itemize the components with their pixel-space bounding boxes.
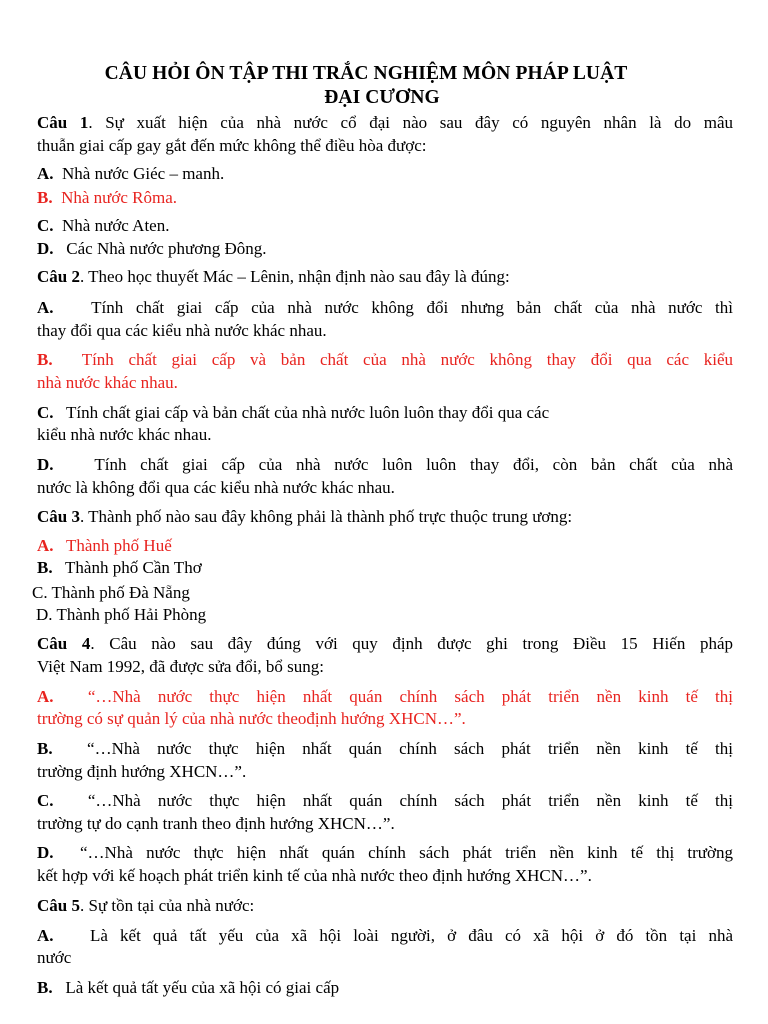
q2-option-c[interactable]: C. Tính chất giai cấp và bản chất của nhà nước luôn luôn thay đổi qua các — [37, 403, 550, 422]
question-number: Câu 5 — [37, 896, 80, 915]
question-number: Câu 1 — [37, 113, 89, 132]
question-number: Câu 3 — [37, 507, 80, 526]
question-2 — [37, 266, 733, 287]
q1-option-a[interactable]: A. Nhà nước Giéc – manh. — [37, 164, 225, 183]
question-text: . Thành phố nào sau đây không phải là thành phố trực thuộc trung ương: — [79, 507, 573, 526]
question-number: Câu 4 — [37, 634, 91, 653]
question-number: Câu 2 — [37, 267, 80, 286]
q4-option-c-cont: trường tự do cạnh tranh theo định hướng XHCN…”. — [37, 814, 395, 833]
q2-option-d[interactable]: D. Tính chất giai cấp của nhà nước luôn luôn thay đổi, còn bản chất của nhà — [37, 455, 733, 474]
q4-option-b[interactable]: B. “…Nhà nước thực hiện nhất quán chính sách phát triển nền kinh tế thị — [37, 739, 734, 758]
q5-option-a[interactable]: A. Là kết quả tất yếu của xã hội loài người, ở đâu có xã hội ở đó tồn tại nhà — [37, 926, 733, 945]
q4-option-c[interactable]: C. “…Nhà nước thực hiện nhất quán chính sách phát triển nền kinh tế thị — [37, 791, 734, 810]
q3-option-d[interactable]: D. Thành phố Hải Phòng — [36, 605, 207, 624]
q4-option-d-cont: kết hợp với kế hoạch phát triển kinh tế của nhà nước theo định hướng XHCN…”. — [37, 866, 592, 885]
q2-option-b-cont: nhà nước khác nhau. — [37, 373, 178, 392]
question-4 — [37, 633, 733, 654]
question-5 — [37, 895, 733, 916]
q5-option-a-cont: nước — [37, 948, 72, 967]
q3-option-a-correct[interactable]: A. Thành phố Huế — [37, 536, 172, 555]
doc-title-line2: ĐẠI CƯƠNG — [324, 87, 440, 108]
question-3 — [37, 506, 733, 527]
q1-option-c[interactable]: C. Nhà nước Aten. — [37, 216, 170, 235]
question-text-cont: thuẫn giai cấp gay gắt đến mức không thể điều hòa được: — [37, 136, 427, 155]
doc-title-line1: CÂU HỎI ÔN TẬP THI TRẮC NGHIỆM MÔN PHÁP LUẬT — [104, 63, 628, 84]
q5-option-b[interactable]: B. Là kết quả tất yếu của xã hội có giai cấp — [37, 978, 340, 997]
q2-option-a[interactable]: A. Tính chất giai cấp của nhà nước không đổi nhưng bản chất của nhà nước thì — [37, 298, 733, 317]
question-text: . Sự tồn tại của nhà nước: — [79, 896, 255, 915]
question-text: . Theo học thuyết Mác – Lênin, nhận định nào sau đây là đúng: — [79, 267, 510, 286]
q2-option-d-cont: nước là không đổi qua các kiểu nhà nước khác nhau. — [37, 478, 395, 497]
question-text-cont: Việt Nam 1992, đã được sửa đổi, bổ sung: — [37, 657, 325, 676]
q3-option-b[interactable]: B. Thành phố Cần Thơ — [37, 558, 202, 577]
question-1 — [37, 112, 733, 133]
q4-option-d[interactable]: D. “…Nhà nước thực hiện nhất quán chính sách phát triển nền kinh tế thị trường — [37, 843, 734, 862]
q1-option-d[interactable]: D. Các Nhà nước phương Đông. — [37, 239, 267, 258]
q4-option-a-correct[interactable]: A. “…Nhà nước thực hiện nhất quán chính sách phát triển nền kinh tế thị — [37, 687, 734, 706]
question-text: . Câu nào sau đây đúng với quy định được ghi trong Điều 15 Hiến pháp — [90, 634, 733, 653]
q3-option-c[interactable]: C. Thành phố Đà Nẵng — [32, 583, 190, 602]
question-text: . Sự xuất hiện của nhà nước cổ đại nào sau đây có nguyên nhân là do mâu — [88, 113, 733, 132]
q1-option-b-correct[interactable]: B. Nhà nước Rôma. — [37, 188, 178, 207]
q2-option-c-cont: kiểu nhà nước khác nhau. — [37, 425, 212, 444]
q4-option-a-cont: trường có sự quản lý của nhà nước theođịnh hướng XHCN…”. — [37, 709, 466, 728]
q4-option-b-cont: trường định hướng XHCN…”. — [37, 762, 247, 781]
q2-option-a-cont: thay đổi qua các kiểu nhà nước khác nhau. — [37, 321, 327, 340]
q2-option-b-correct[interactable]: B. Tính chất giai cấp và bản chất của nhà nước không thay đổi qua các kiểu — [37, 350, 733, 369]
